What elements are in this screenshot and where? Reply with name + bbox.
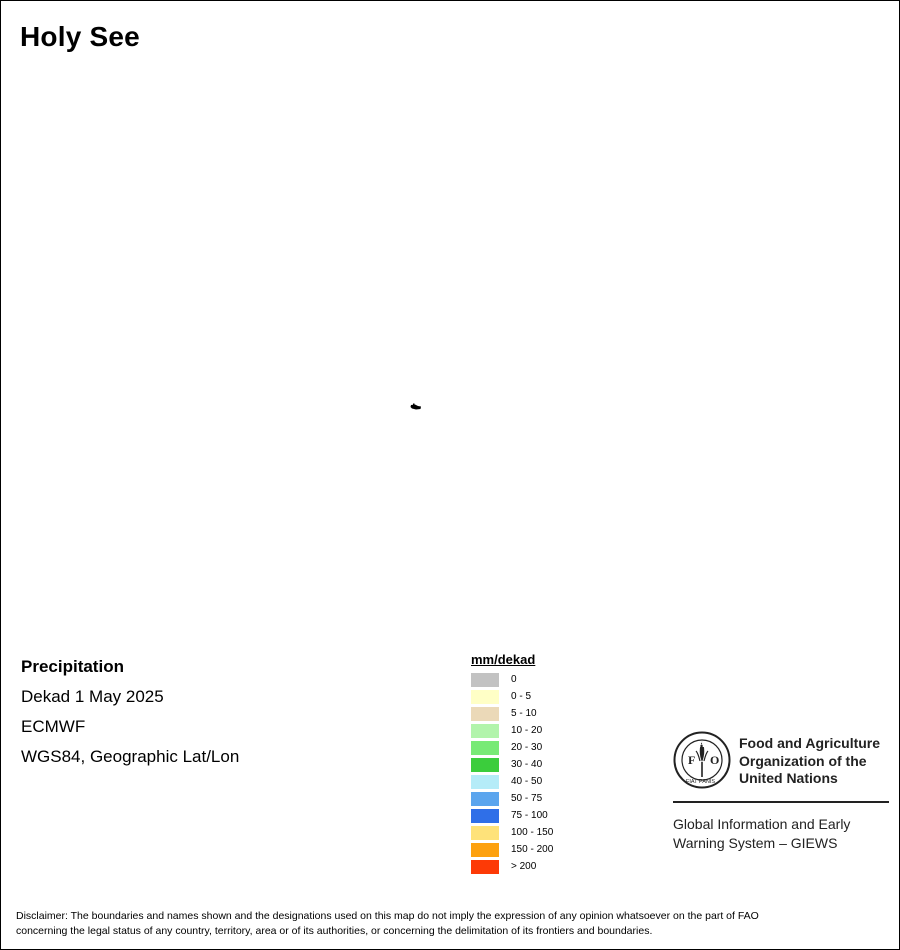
fao-divider bbox=[673, 801, 889, 803]
legend-item bbox=[471, 671, 553, 688]
variable-label: Precipitation bbox=[21, 657, 124, 676]
period-label: Dekad 1 May 2025 bbox=[21, 687, 164, 706]
legend-item bbox=[471, 858, 553, 875]
legend-label: 30 - 40 bbox=[511, 758, 543, 770]
legend-swatch bbox=[471, 792, 499, 806]
legend-swatch bbox=[471, 758, 499, 772]
legend-label: 5 - 10 bbox=[511, 707, 537, 719]
legend-item bbox=[471, 756, 553, 773]
legend-item bbox=[471, 824, 553, 841]
legend-swatch bbox=[471, 741, 499, 755]
legend-swatch bbox=[471, 775, 499, 789]
fao-organization-name: Food and Agriculture Organization of the United Nations bbox=[739, 735, 881, 786]
legend-label: > 200 bbox=[511, 860, 537, 872]
legend-unit: mm/dekad bbox=[471, 652, 536, 667]
legend-label: 0 - 5 bbox=[511, 690, 532, 702]
legend-label: 10 - 20 bbox=[511, 724, 543, 736]
legend-swatch bbox=[471, 860, 499, 874]
legend-swatch bbox=[471, 690, 499, 704]
legend-item bbox=[471, 841, 553, 858]
legend-swatch bbox=[471, 673, 499, 687]
legend bbox=[471, 652, 553, 875]
projection-label: WGS84, Geographic Lat/Lon bbox=[21, 747, 240, 766]
legend-item bbox=[471, 688, 553, 705]
legend-item bbox=[471, 773, 553, 790]
legend-item bbox=[471, 790, 553, 807]
country-outline bbox=[409, 403, 423, 411]
giews-name: Global Information and Early Warning System – GIEWS bbox=[673, 816, 851, 851]
legend-label: 75 - 100 bbox=[511, 809, 548, 821]
map-title: Holy See bbox=[20, 21, 140, 52]
legend-swatch bbox=[471, 843, 499, 857]
legend-item bbox=[471, 705, 553, 722]
legend-label: 20 - 30 bbox=[511, 741, 543, 753]
legend-label: 150 - 200 bbox=[511, 843, 554, 855]
map-info bbox=[21, 657, 239, 777]
legend-swatch bbox=[471, 809, 499, 823]
legend-swatch bbox=[471, 724, 499, 738]
legend-label: 50 - 75 bbox=[511, 792, 543, 804]
legend-swatch bbox=[471, 826, 499, 840]
legend-item bbox=[471, 807, 553, 824]
svg-text:F: F bbox=[688, 753, 696, 767]
legend-label: 40 - 50 bbox=[511, 775, 543, 787]
svg-text:O: O bbox=[710, 753, 720, 767]
svg-text:FIAT PANIS: FIAT PANIS bbox=[686, 779, 716, 785]
source-label: ECMWF bbox=[21, 717, 86, 736]
svg-text:A: A bbox=[699, 740, 705, 749]
legend-item bbox=[471, 722, 553, 739]
disclaimer: Disclaimer: The boundaries and names shown and the designations used on this map do not imply the expression of any opinion whatsoever on the part of FAO concerning the legal status of any country, territory, area or of its authorities, or concerning the delimitation of its frontiers and boundaries. bbox=[16, 910, 759, 937]
legend-item bbox=[471, 739, 553, 756]
fao-logo-icon bbox=[673, 731, 731, 789]
legend-items bbox=[471, 671, 553, 875]
map-canvas bbox=[1, 71, 899, 641]
legend-label: 0 bbox=[511, 673, 517, 685]
legend-swatch bbox=[471, 707, 499, 721]
legend-label: 100 - 150 bbox=[511, 826, 554, 838]
